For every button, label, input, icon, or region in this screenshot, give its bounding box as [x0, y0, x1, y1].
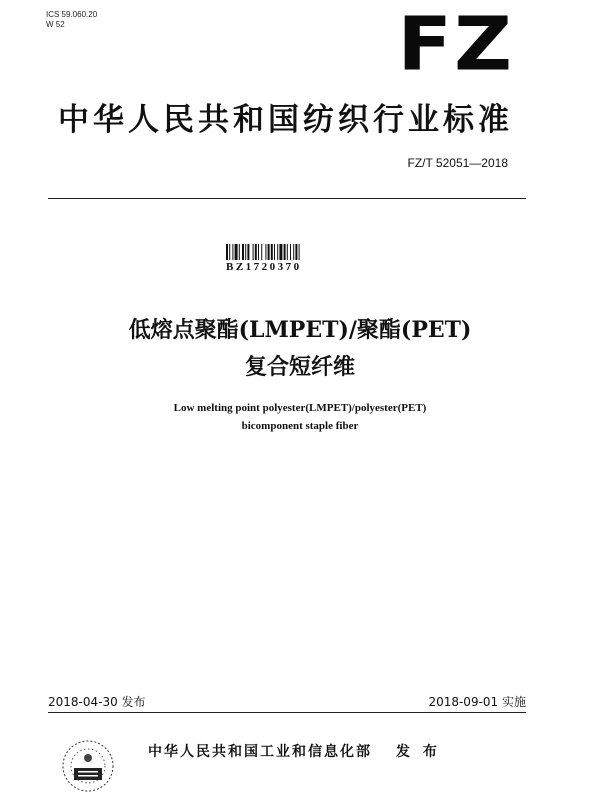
header-rule	[48, 198, 526, 199]
title-cn-line2: 复合短纤维	[244, 354, 355, 380]
standard-code: FZ/T 52051—2018	[407, 156, 508, 170]
barcode-icon	[226, 244, 332, 260]
footer-rule	[48, 712, 526, 713]
fz-logo: FZ	[397, 1, 514, 88]
standard-title: 中华人民共和国纺织行业标准	[58, 102, 513, 138]
implement-date: 2018-09-01 实施	[428, 695, 526, 709]
barcode-number: BZ1720370	[226, 261, 302, 273]
ics-block	[46, 10, 97, 30]
title-cn-line1: 低熔点聚酯(LMPET)/聚酯(PET)	[128, 317, 472, 343]
publish-label: 发 布	[396, 744, 441, 760]
barcode	[226, 244, 332, 273]
ics-code: ICS 59.060.20	[46, 10, 98, 19]
category-code: W 52	[46, 20, 65, 29]
emblem-icon	[60, 738, 116, 794]
title-en-line2: bicomponent staple fiber	[241, 420, 359, 432]
issuer-name: 中华人民共和国工业和信息化部	[148, 744, 372, 760]
title-en-line1: Low melting point polyester(LMPET)/polyester(PET)	[173, 402, 427, 414]
issue-date: 2018-04-30 发布	[48, 695, 146, 709]
